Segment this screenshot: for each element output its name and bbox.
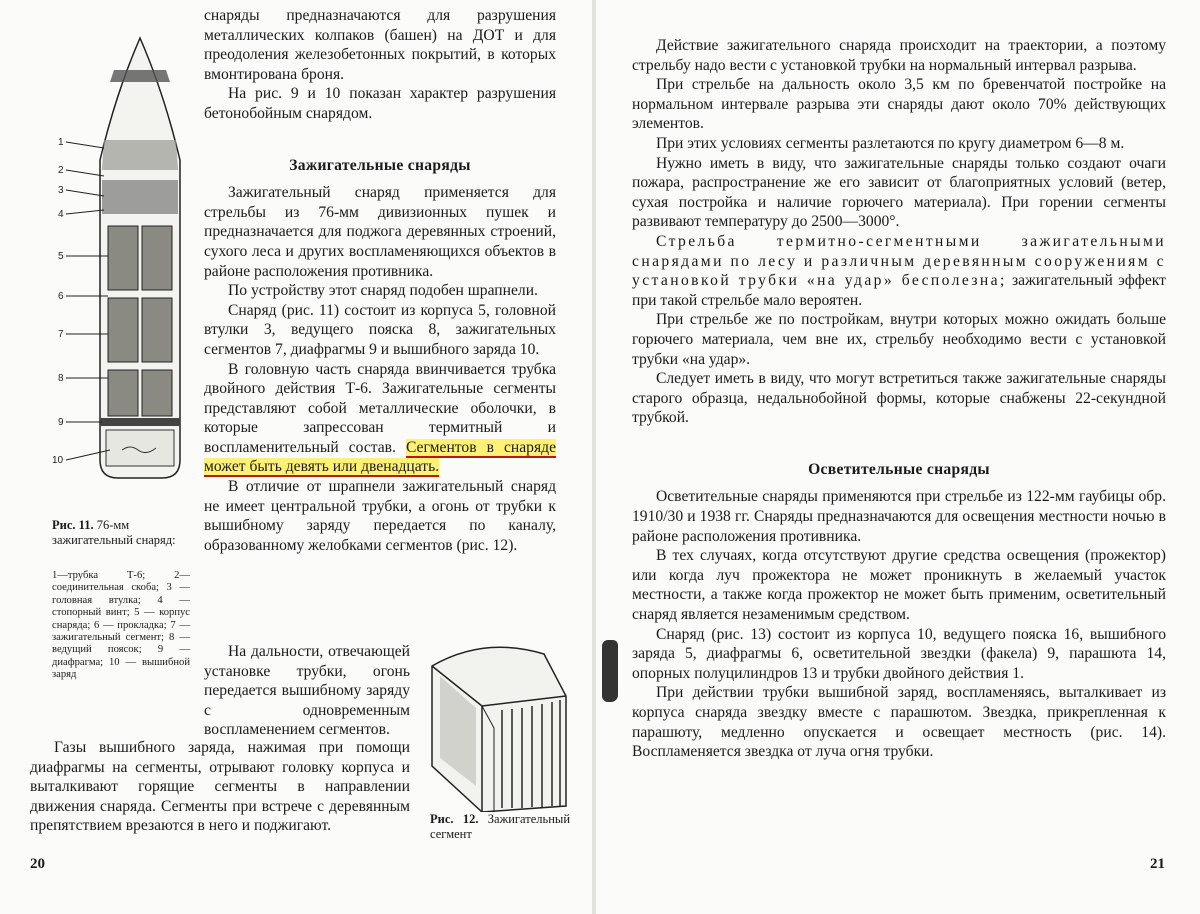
- body-paragraph: Газы вышибного заряда, нажимая при помощи диафрагмы на сегменты, отрывают головку корпуса и выталкивают горящие сегменты в направлении движения снаряда. Сегменты при встрече с деревянным препятствием врезаются в него и поджигают.: [30, 739, 410, 835]
- shell-label: 8: [58, 373, 64, 384]
- body-paragraph: Снаряд (рис. 11) состоит из корпуса 5, головной втулки 3, ведущего пояска 8, зажигательных сегментов 7, диафрагмы 9 и вышибного заряда 10.: [204, 301, 556, 358]
- segment-diagram: [424, 636, 574, 812]
- figure11-caption-text: 76-мм зажигательный снаряд:: [52, 518, 176, 547]
- shell-label: 3: [58, 185, 64, 196]
- scan-blot: [602, 640, 618, 702]
- section-title: Осветительные снаряды: [808, 460, 990, 478]
- right-page: [596, 0, 1200, 914]
- body-paragraph: Действие зажигательного снаряда происходит на траектории, а поэтому стрельбу надо вести с установкой трубки на нормальный интервал разрыва.: [632, 37, 1166, 74]
- figure12-caption-bold: Рис. 12.: [430, 812, 479, 826]
- page-number: 20: [30, 856, 45, 872]
- section-title: Зажигательные снаряды: [289, 156, 471, 174]
- t6-text: В головную часть снаряда ввинчивается трубка двойного действия Т-6. Зажигательные сегменты представляют собой металлические оболочки, в которые запрессован термитный и воспламенительный состав.: [204, 360, 556, 456]
- body-paragraph: По устройству этот снаряд подобен шрапнели.: [228, 282, 538, 300]
- intro-paragraph: снаряды предназначаются для разрушения металлических колпаков (башен) на ДОТ и для преодоления железобетонных покрытий, в которых вмонтирована броня.: [204, 7, 556, 83]
- shell-label: 6: [58, 291, 64, 302]
- shell-label: 1: [58, 137, 64, 148]
- body-paragraph: При действии трубки вышибной заряд, воспламеняясь, выталкивает из корпуса снаряда звездку вместе с парашютом. Звездка, прикрепленная к парашюту, медленно опускается и освещает местность (рис. 14). Воспламеняется звездка от луча огня трубки.: [632, 684, 1166, 761]
- shell-labels: [52, 137, 64, 466]
- figure11-legend: 1—трубка Т-6; 2—соединительная скоба; 3 — головная втулка; 4 — стопорный винт; 5 — корпус снаряда; 6 — прокладка; 7 — зажигательный сегмент; 8 — ведущий поясок; 9 — диафрагма; 10 — вышибной заряд: [52, 570, 190, 681]
- left-main-column: [204, 6, 556, 555]
- page-number: 21: [1150, 856, 1165, 872]
- shell-label: 2: [58, 165, 64, 176]
- highlighted-text[interactable]: Сегментов в снаряде может быть девять или двенадцать.: [204, 438, 556, 476]
- body-paragraph: При стрельбе на дальность около 3,5 км по бревенчатой постройке на нормальном интервале разрыва эти снаряды дают около 70% действующих элементов.: [632, 76, 1166, 133]
- left-page: [0, 0, 592, 914]
- shell-label: 5: [58, 251, 64, 262]
- figure11-caption-bold: Рис. 11.: [52, 518, 94, 532]
- body-paragraph: В тех случаях, когда отсутствуют другие средства освещения (прожектор) или когда луч прожектора не может проникнуть в желаемый участок местности, а также когда прожектор не может быть применим, осветительный снаряд является незаменимым средством.: [632, 547, 1166, 624]
- body-paragraph: В отличие от шрапнели зажигательный снаряд не имеет центральной трубки, а огонь от трубки к вышибному заряду передается по каналу, образованному желобками сегментов (рис. 12).: [204, 478, 556, 554]
- body-paragraph: Осветительные снаряды применяются при стрельбе из 122-мм гаубицы обр. 1910/30 и 1938 гг. Снаряды предназначаются для освещения местности ночью в районе расположения противника.: [632, 488, 1166, 545]
- spaced-text: Стрельба термитно-сегментными зажигательными снарядами по лесу и различным деревянным сооружениям с установкой трубки «на удар» бесполезна;: [632, 232, 1166, 290]
- body-paragraph: [204, 360, 556, 478]
- left-bottom-column: [30, 738, 410, 836]
- body-paragraph: Зажигательный снаряд применяется для стрельбы из 76-мм дивизионных пушек и предназначается для поджога деревянных строений, сухого леса и других воспламеняющихся объектов в районе расположения противника.: [204, 184, 556, 280]
- shell-label: 7: [58, 329, 64, 340]
- right-main-column: [632, 36, 1166, 762]
- body-paragraph: При этих условиях сегменты разлетаются по кругу диаметром 6—8 м.: [656, 134, 1125, 152]
- shell-label: 4: [58, 209, 64, 220]
- spaced-tail: зажигательный эффект при такой стрельбе мало вероятен.: [632, 272, 1166, 309]
- shell-label: 10: [52, 455, 64, 466]
- intro-paragraph: На рис. 9 и 10 показан характер разрушения бетонобойным снарядом.: [204, 85, 556, 122]
- figure11-caption: [52, 518, 192, 548]
- body-paragraph: Снаряд (рис. 13) состоит из корпуса 10, ведущего пояска 16, вышибного заряда 5, диафрагмы 6, осветительной звездки (факела) 9, парашюта 14, опорных полуцилиндров 13 и трубки двойного действия 1.: [632, 625, 1166, 682]
- shell-label: 9: [58, 417, 64, 428]
- shell-diagram: [52, 30, 202, 490]
- body-paragraph: Следует иметь в виду, что могут встретиться также зажигательные снаряды старого образца, недальнобойной формы, которые снабжены 22-секундной трубкой.: [632, 370, 1166, 427]
- left-narrow-column: [204, 642, 410, 740]
- body-paragraph: [632, 232, 1166, 310]
- body-paragraph: Нужно иметь в виду, что зажигательные снаряды только создают очаги пожара, распространение же его зависит от благоприятных условий (ветер, сухая постройка и наличие горючего материала). При горении сегменты развивают температуру до 2500—3000°.: [632, 154, 1166, 231]
- body-paragraph: На дальности, отвечающей установке трубки, огонь передается вышибному заряду с одновременным воспламенением сегментов.: [204, 643, 410, 739]
- body-paragraph: При стрельбе же по постройкам, внутри которых можно ожидать больше горючего материала, чем вне их, стрельбу необходимо вести с установкой трубки «на удар».: [632, 311, 1166, 368]
- figure12-caption: [430, 812, 570, 842]
- figure12-caption-text: Зажигательный сегмент: [430, 812, 571, 841]
